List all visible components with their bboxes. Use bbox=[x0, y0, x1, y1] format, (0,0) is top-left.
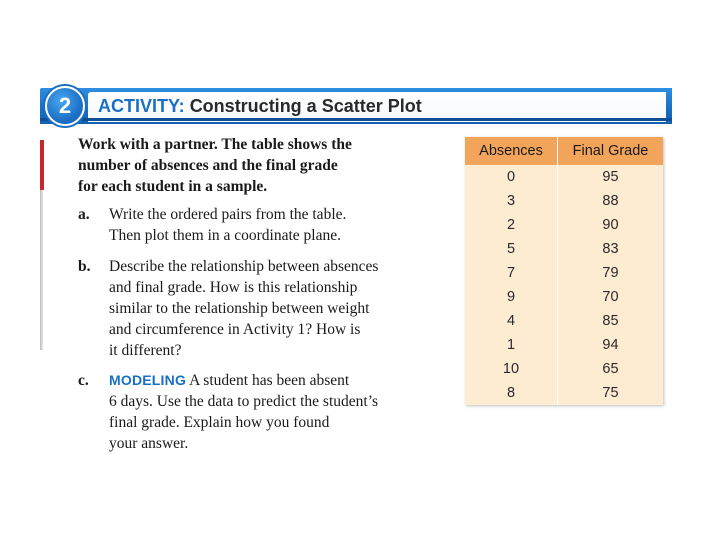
page-edge-shadow bbox=[40, 190, 43, 350]
grade-cell: 65 bbox=[558, 357, 664, 381]
question-line: and final grade. How is this relationship bbox=[109, 279, 358, 296]
header-absences: Absences bbox=[465, 137, 558, 165]
grade-cell: 90 bbox=[558, 213, 664, 237]
absences-cell: 3 bbox=[465, 189, 558, 213]
grade-cell: 75 bbox=[558, 381, 664, 405]
absences-cell: 9 bbox=[465, 285, 558, 309]
page-edge-accent bbox=[40, 140, 44, 190]
table-row bbox=[465, 285, 663, 309]
question-line: Describe the relationship between absences bbox=[109, 258, 379, 275]
question-line: your answer. bbox=[109, 435, 189, 452]
table-row bbox=[465, 309, 663, 333]
grade-cell: 88 bbox=[558, 189, 664, 213]
table-header-row bbox=[465, 137, 663, 165]
table-row bbox=[465, 381, 663, 405]
grade-cell: 94 bbox=[558, 333, 664, 357]
activity-label: ACTIVITY: bbox=[98, 96, 185, 116]
question-line: 6 days. Use the data to predict the student’s bbox=[109, 393, 379, 410]
activity-number-badge: 2 bbox=[45, 86, 85, 126]
absences-cell: 8 bbox=[465, 381, 558, 405]
intro-paragraph bbox=[78, 134, 438, 197]
activity-title-text: Constructing a Scatter Plot bbox=[189, 96, 422, 116]
question-line: Write the ordered pairs from the table. bbox=[109, 206, 347, 223]
question-line: and circumference in Activity 1? How is bbox=[109, 321, 361, 338]
grade-cell: 95 bbox=[558, 165, 664, 189]
table-row bbox=[465, 237, 663, 261]
grade-cell: 79 bbox=[558, 261, 664, 285]
absences-cell: 5 bbox=[465, 237, 558, 261]
question-a-label: a. bbox=[78, 206, 90, 223]
question-line: A student has been absent bbox=[189, 372, 350, 389]
question-line: final grade. Explain how you found bbox=[109, 414, 330, 431]
question-line: it different? bbox=[109, 342, 182, 359]
intro-line: number of absences and the final grade bbox=[78, 157, 338, 174]
absences-cell: 2 bbox=[465, 213, 558, 237]
question-line: Then plot them in a coordinate plane. bbox=[109, 227, 341, 244]
question-b-label: b. bbox=[78, 258, 91, 275]
question-a-text bbox=[109, 204, 449, 246]
grade-cell: 70 bbox=[558, 285, 664, 309]
absences-cell: 10 bbox=[465, 357, 558, 381]
question-c-text bbox=[109, 370, 449, 454]
grade-cell: 85 bbox=[558, 309, 664, 333]
question-c-label: c. bbox=[78, 372, 89, 389]
absences-cell: 1 bbox=[465, 333, 558, 357]
table-row bbox=[465, 165, 663, 189]
table-row bbox=[465, 333, 663, 357]
data-table bbox=[465, 137, 663, 405]
absences-cell: 0 bbox=[465, 165, 558, 189]
table-row bbox=[465, 261, 663, 285]
question-b-text bbox=[109, 256, 449, 361]
intro-line: Work with a partner. The table shows the bbox=[78, 136, 352, 153]
table-row bbox=[465, 357, 663, 381]
question-line: similar to the relationship between weight bbox=[109, 300, 370, 317]
table-row bbox=[465, 189, 663, 213]
modeling-tag: MODELING bbox=[109, 372, 187, 388]
absences-cell: 4 bbox=[465, 309, 558, 333]
table-row bbox=[465, 213, 663, 237]
activity-title bbox=[98, 93, 422, 119]
grade-cell: 83 bbox=[558, 237, 664, 261]
intro-line: for each student in a sample. bbox=[78, 178, 268, 195]
header-final-grade: Final Grade bbox=[558, 137, 664, 165]
absences-cell: 7 bbox=[465, 261, 558, 285]
